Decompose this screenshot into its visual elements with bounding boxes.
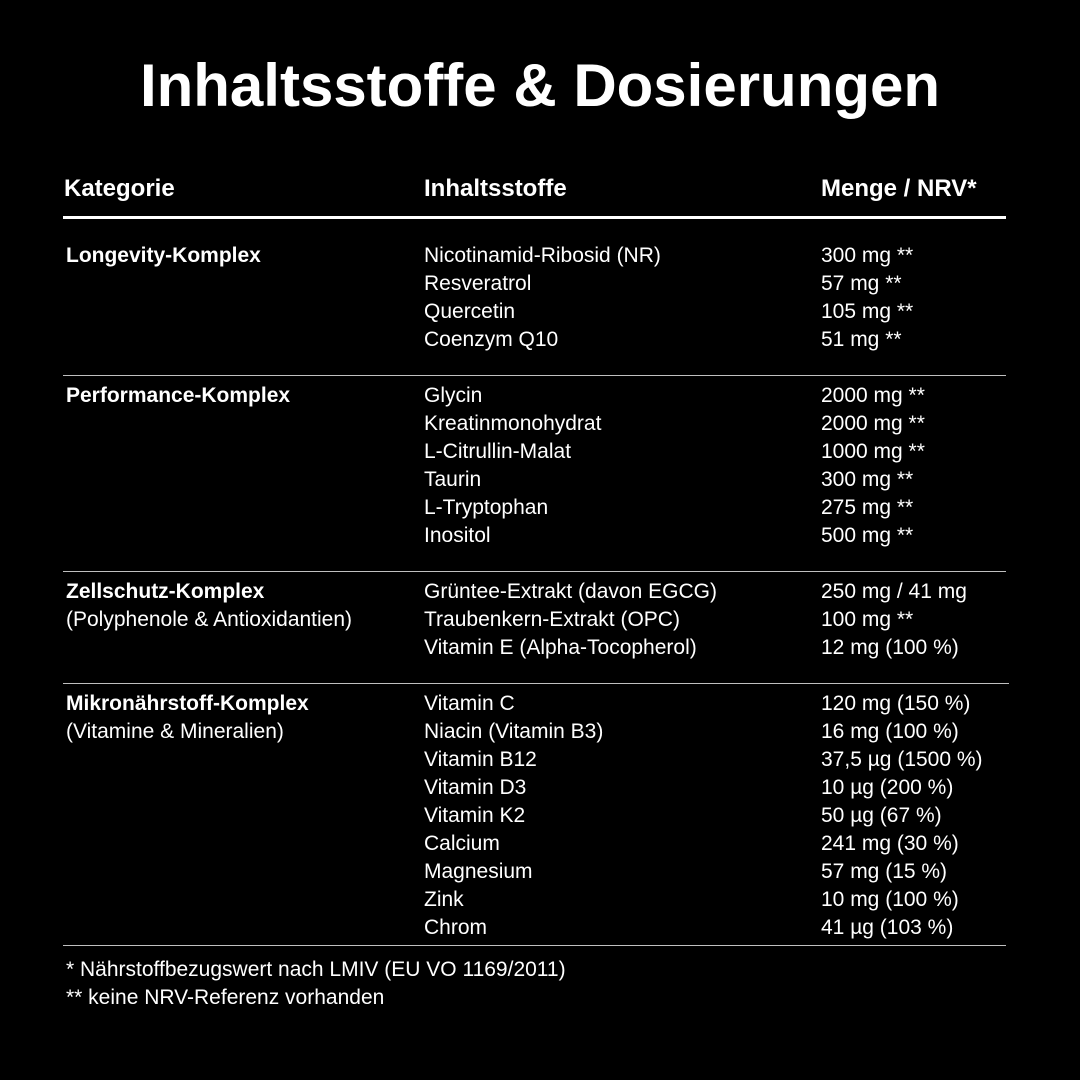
- category-name: Longevity-Komplex: [66, 244, 261, 267]
- ingredient-name: Traubenkern-Extrakt (OPC): [424, 608, 680, 631]
- amount-value: 300 mg **: [821, 244, 914, 267]
- amount-value: 57 mg (15 %): [821, 860, 948, 883]
- amount-value: 275 mg **: [821, 496, 914, 519]
- amount-value: 241 mg (30 %): [821, 832, 959, 855]
- amount-value: 105 mg **: [821, 300, 914, 323]
- category-cell: [66, 382, 290, 410]
- category-subtitle: (Vitamine & Mineralien): [66, 720, 284, 743]
- amount-value: 10 µg (200 %): [821, 776, 954, 799]
- amount-value: 57 mg **: [821, 272, 902, 295]
- ingredient-name: Zink: [424, 888, 464, 911]
- ingredient-name: Coenzym Q10: [424, 328, 559, 351]
- ingredient-name: Glycin: [424, 384, 483, 407]
- ingredient-name: Taurin: [424, 468, 482, 491]
- amount-value: 37,5 µg (1500 %): [821, 748, 983, 771]
- footnotes: [66, 956, 566, 1012]
- table-header: [0, 172, 1080, 206]
- amount-list: [821, 382, 925, 550]
- ingredient-name: Grüntee-Extrakt (davon EGCG): [424, 580, 717, 603]
- ingredient-name: Calcium: [424, 832, 500, 855]
- amount-value: 16 mg (100 %): [821, 720, 959, 743]
- table-bottom-divider: [63, 945, 1006, 946]
- ingredient-name: Niacin (Vitamin B3): [424, 720, 604, 743]
- amount-value: 300 mg **: [821, 468, 914, 491]
- header-ingredients: Inhaltsstoffe: [424, 175, 567, 202]
- category-cell: [66, 242, 261, 270]
- ingredient-list: [424, 578, 717, 662]
- amount-value: 1000 mg **: [821, 440, 925, 463]
- category-name: Zellschutz-Komplex: [66, 580, 265, 603]
- amount-value: 120 mg (150 %): [821, 692, 971, 715]
- ingredient-name: Kreatinmonohydrat: [424, 412, 602, 435]
- ingredient-name: Vitamin D3: [424, 776, 527, 799]
- ingredient-name: Vitamin C: [424, 692, 515, 715]
- header-amount: Menge / NRV*: [821, 175, 977, 202]
- amount-value: 10 mg (100 %): [821, 888, 959, 911]
- amount-value: 50 µg (67 %): [821, 804, 942, 827]
- amount-value: 2000 mg **: [821, 384, 925, 407]
- amount-value: 2000 mg **: [821, 412, 925, 435]
- ingredient-list: [424, 382, 601, 550]
- footnote-nrv: * Nährstoffbezugswert nach LMIV (EU VO 1169/2011): [66, 958, 566, 981]
- ingredient-name: Vitamin B12: [424, 748, 537, 771]
- category-subtitle: (Polyphenole & Antioxidantien): [66, 608, 353, 631]
- category-cell: [66, 578, 352, 634]
- ingredient-list: [424, 242, 661, 354]
- amount-list: [821, 690, 983, 942]
- ingredient-name: L-Tryptophan: [424, 496, 549, 519]
- ingredient-list: [424, 690, 603, 942]
- ingredient-name: Quercetin: [424, 300, 516, 323]
- ingredient-name: Magnesium: [424, 860, 533, 883]
- ingredient-name: Vitamin E (Alpha-Tocopherol): [424, 636, 697, 659]
- category-name: Mikronährstoff-Komplex: [66, 692, 309, 715]
- section-divider: [63, 571, 1006, 572]
- amount-value: 12 mg (100 %): [821, 636, 959, 659]
- category-cell: [66, 690, 309, 746]
- category-name: Performance-Komplex: [66, 384, 291, 407]
- ingredient-name: L-Citrullin-Malat: [424, 440, 572, 463]
- page-title: Inhaltsstoffe & Dosierungen: [139, 52, 941, 119]
- ingredient-name: Chrom: [424, 916, 488, 939]
- header-divider: [63, 216, 1006, 219]
- header-category: Kategorie: [64, 175, 175, 202]
- amount-value: 51 mg **: [821, 328, 902, 351]
- ingredient-name: Vitamin K2: [424, 804, 526, 827]
- amount-list: [821, 242, 913, 354]
- section-divider: [63, 683, 1009, 684]
- amount-value: 500 mg **: [821, 524, 914, 547]
- ingredient-name: Inositol: [424, 524, 491, 547]
- amount-value: 41 µg (103 %): [821, 916, 954, 939]
- section-divider: [63, 375, 1006, 376]
- amount-value: 250 mg / 41 mg: [821, 580, 967, 603]
- ingredient-name: Resveratrol: [424, 272, 532, 295]
- amount-list: [821, 578, 967, 662]
- amount-value: 100 mg **: [821, 608, 914, 631]
- footnote-no-reference: ** keine NRV-Referenz vorhanden: [66, 986, 385, 1009]
- ingredient-name: Nicotinamid-Ribosid (NR): [424, 244, 661, 267]
